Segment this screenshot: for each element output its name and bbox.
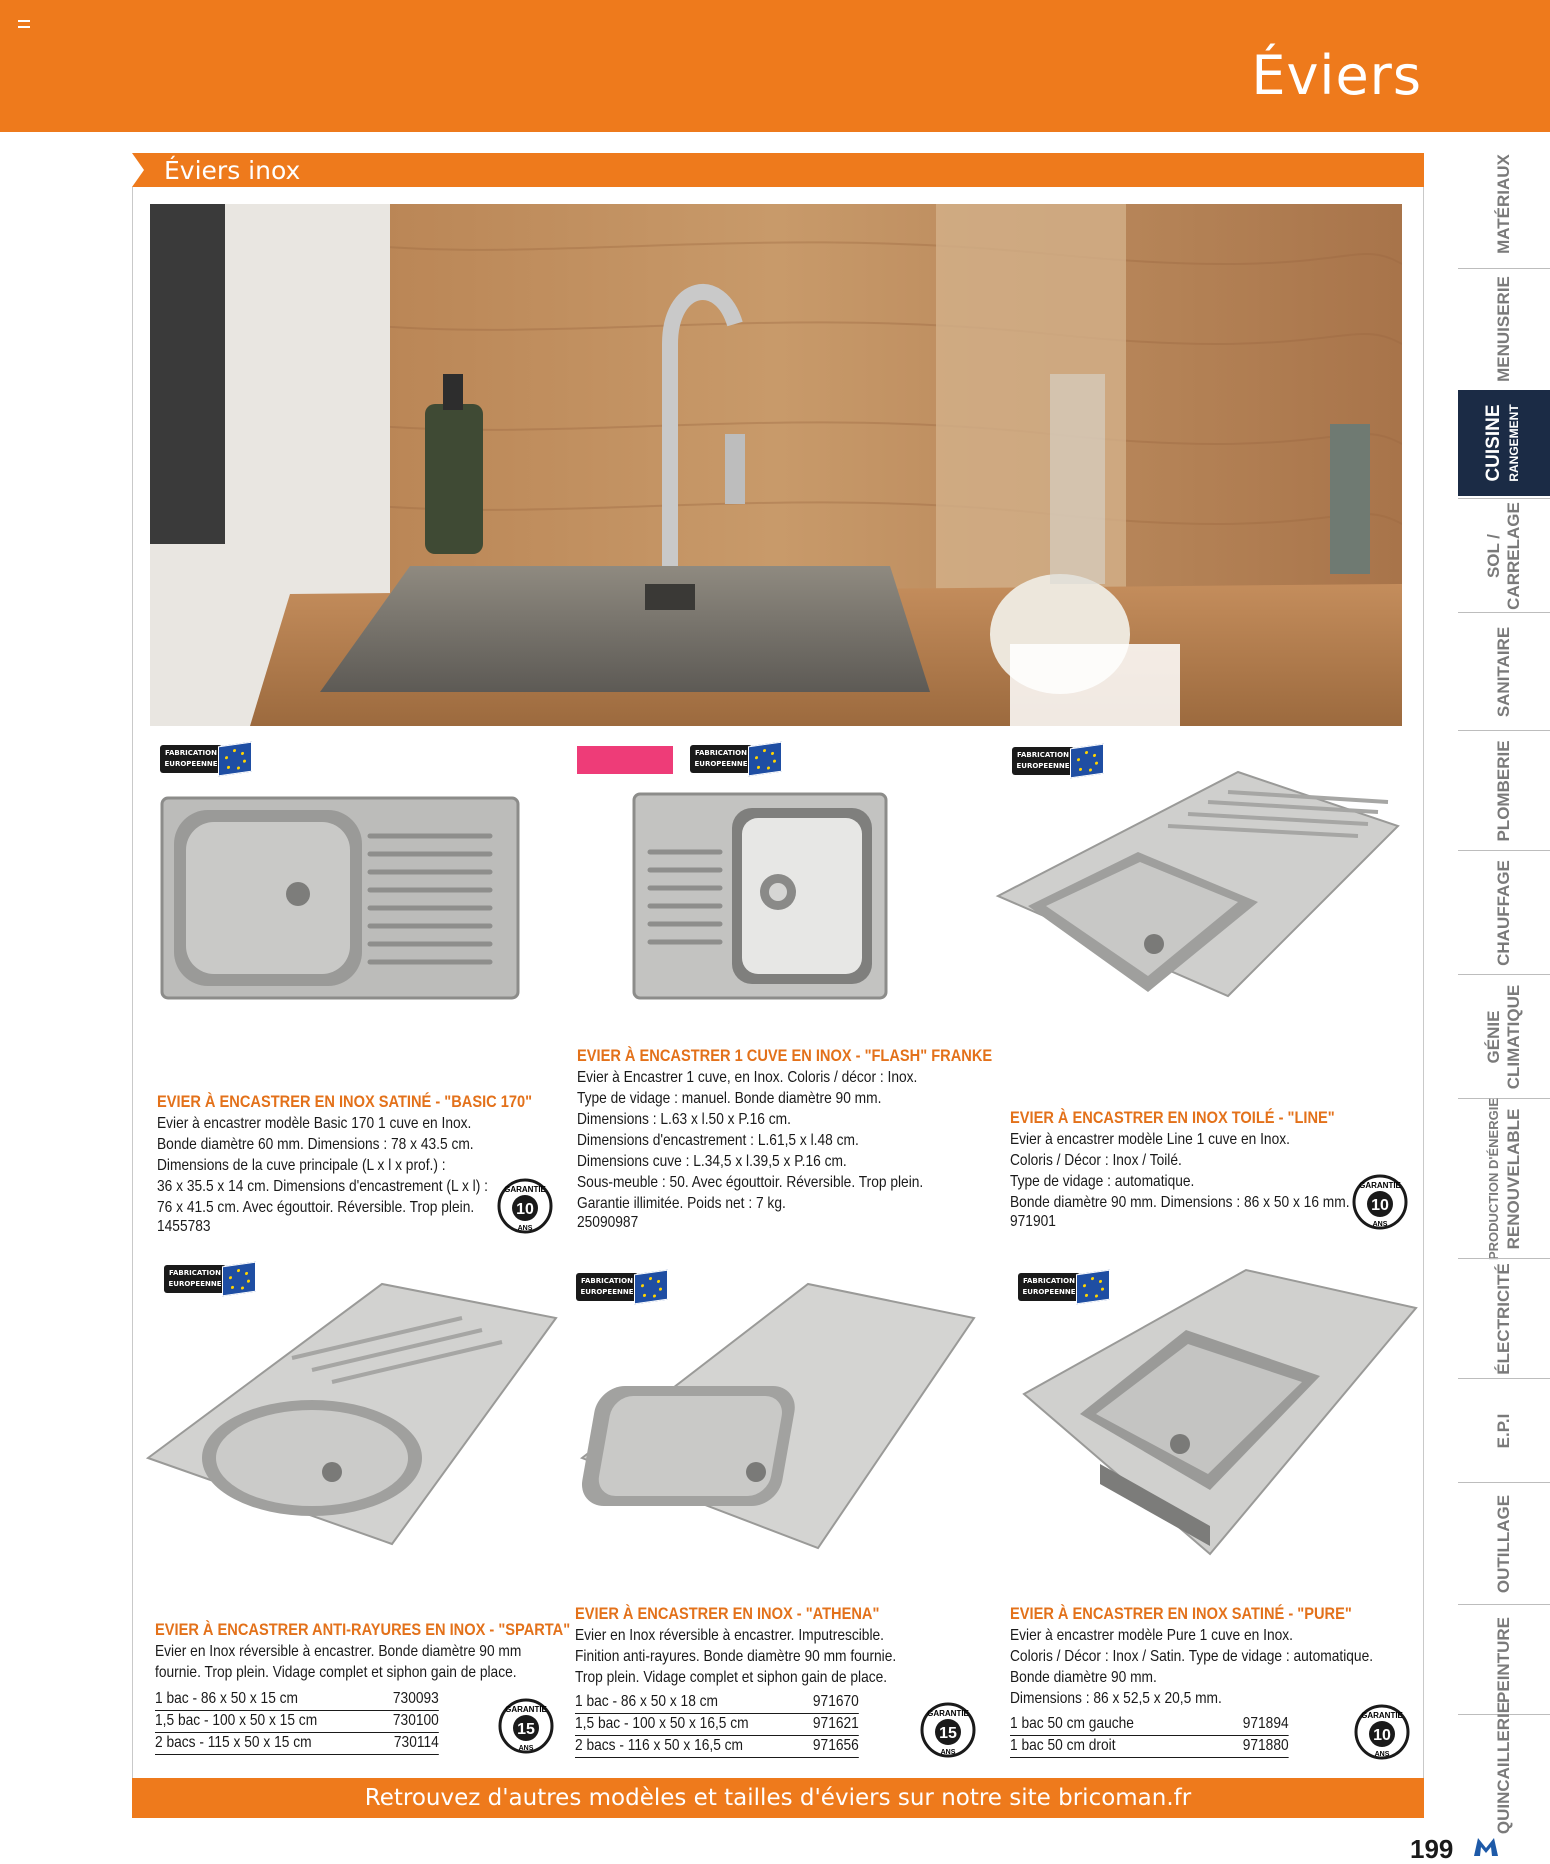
sidebar-item-plomberie[interactable] [1458, 730, 1550, 850]
variant-label: 1,5 bac - 100 x 50 x 16,5 cm [575, 1715, 749, 1732]
variant-ref: 730114 [393, 1734, 439, 1751]
sidebar-item-label: PRODUCTION D'ÉNERGIE [1486, 1097, 1501, 1260]
product-title: EVIER À ENCASTRER EN INOX SATINÉ - "BASIC 170" [157, 1092, 533, 1111]
product-description: Evier en Inox réversible à encastrer. Imputrescible. Finition anti-rayures. Bonde diamètre 90 mm fournie. Trop plein. Vidage complet et siphon gain de place. [575, 1627, 897, 1686]
product-title: EVIER À ENCASTRER EN INOX TOILÉ - "LINE" [1010, 1108, 1335, 1127]
sidebar-item-outillage[interactable] [1458, 1482, 1550, 1604]
variant-row [155, 1689, 439, 1711]
product-image-line [988, 766, 1406, 1044]
product-reference: 971901 [1010, 1213, 1056, 1230]
guarantee-years: 15 [939, 1725, 957, 1742]
guarantee-unit: ANS [518, 1745, 534, 1752]
sidebar-item-epi[interactable] [1458, 1378, 1550, 1482]
section-chevron-icon [132, 153, 144, 187]
variant-row [575, 1714, 859, 1736]
guarantee-unit: ANS [940, 1749, 956, 1756]
sidebar-item-sublabel: CARRELAGE [1504, 501, 1523, 610]
product-title: EVIER À ENCASTRER EN INOX SATINÉ - "PURE" [1010, 1604, 1352, 1623]
guarantee-label: GARANTIE [1359, 1181, 1401, 1190]
eu-fabrication-badge [690, 744, 790, 774]
guarantee-years: 10 [1373, 1727, 1391, 1744]
sidebar-item-label: MATÉRIAUX [1494, 154, 1513, 254]
sidebar-item-label: GÉNIE [1484, 1010, 1503, 1063]
guarantee-seal-icon [1354, 1704, 1410, 1760]
guarantee-seal-icon [920, 1702, 976, 1758]
badge-text: FABRICATION EUROPEENNE [168, 1269, 222, 1288]
page-title: Éviers [1251, 44, 1422, 107]
variant-row [155, 1733, 439, 1755]
sidebar-item-label: SANITAIRE [1494, 626, 1513, 717]
sidebar-item-sublabel: RANGEMENT [1507, 404, 1521, 482]
badge-text: FABRICATION EUROPEENNE [1016, 751, 1070, 770]
sidebar-item-genie-climatique[interactable] [1458, 974, 1550, 1098]
header-band [0, 0, 1550, 132]
variant-row [1010, 1714, 1289, 1736]
variant-ref: 971880 [1242, 1737, 1289, 1754]
variants-table [155, 1689, 439, 1755]
variant-label: 1 bac 50 cm gauche [1010, 1715, 1134, 1732]
section-header [132, 153, 1424, 187]
hero-kitchen-photo [150, 204, 1402, 726]
variants-table [1010, 1714, 1289, 1758]
guarantee-seal-icon [498, 1698, 554, 1754]
guarantee-label: GARANTIE [1361, 1711, 1403, 1720]
product-description: Evier à encastrer modèle Basic 170 1 cuve en Inox. Bonde diamètre 60 mm. Dimensions : 78 x 43.5 cm. Dimensions de la cuve principale (L x l x prof.) : 36 x 35.5 x 14 cm. Dimensions d'encastrement (L x l) : 76 x 41.5 cm. Avec égouttoir. Réversible. Trop plein. [157, 1115, 488, 1216]
variant-label: 1 bac 50 cm droit [1010, 1737, 1116, 1754]
sidebar-item-materiaux[interactable] [1458, 140, 1550, 268]
sidebar-item-electricite[interactable] [1458, 1258, 1550, 1378]
guarantee-seal-icon [1352, 1174, 1408, 1230]
guarantee-label: GARANTIE [505, 1705, 547, 1714]
variant-row [575, 1736, 859, 1758]
product-reference: 25090987 [577, 1214, 639, 1231]
badge-text: FABRICATION EUROPEENNE [1022, 1277, 1076, 1296]
sidebar-item-menuiserie[interactable] [1458, 268, 1550, 388]
variant-ref: 971656 [812, 1737, 859, 1754]
variant-label: 1 bac - 86 x 50 x 15 cm [155, 1690, 299, 1707]
sidebar-item-sol-carrelage[interactable] [1458, 498, 1550, 612]
variant-label: 2 bacs - 115 x 50 x 15 cm [155, 1734, 312, 1751]
variant-ref: 730100 [392, 1712, 439, 1729]
product-image-flash-franke [632, 792, 888, 1000]
eu-flag-icon [748, 742, 782, 777]
product-reference: 1455783 [157, 1218, 211, 1235]
product-title: EVIER À ENCASTRER EN INOX - "ATHENA" [575, 1604, 880, 1623]
product-title: EVIER À ENCASTRER 1 CUVE EN INOX - "FLASH" FRANKE [577, 1046, 993, 1065]
product-image-sparta [142, 1278, 560, 1548]
sidebar-item-label: QUINCAILLERIE [1494, 1701, 1513, 1834]
sidebar-item-sublabel: CLIMATIQUE [1504, 984, 1523, 1089]
variants-table [575, 1692, 859, 1758]
sidebar-item-label: PLOMBERIE [1494, 739, 1513, 842]
sidebar-item-label: E.P.I [1494, 1413, 1513, 1448]
sidebar-item-quincaillerie[interactable] [1458, 1701, 1550, 1834]
product-description: Evier à Encastrer 1 cuve, en Inox. Coloris / décor : Inox. Type de vidage : manuel. Bonde diamètre 90 mm. Dimensions : L.63 x l.50 x P.16 cm. Dimensions d'encastrement : L.61,5 x l.48 cm. Dimensions cuve : L.34,5 x l.39,5 x P.16 cm. Sous-meuble : 50. Avec égouttoir. Réversible. Trop plein. Garantie illimitée. Poids net : 7 kg. [577, 1069, 924, 1212]
sidebar-item-sublabel: RENOUVELABLE [1504, 1108, 1523, 1249]
variant-ref: 730093 [392, 1690, 439, 1707]
promo-sticker [577, 746, 673, 774]
product-image-pure [1020, 1264, 1420, 1560]
eu-flag-icon [218, 742, 252, 777]
variant-ref: 971670 [812, 1693, 859, 1710]
badge-text: FABRICATION EUROPEENNE [164, 749, 218, 768]
guarantee-unit: ANS [1374, 1751, 1390, 1758]
sidebar-item-label: CHAUFFAGE [1494, 859, 1513, 966]
product-image-basic-170 [160, 796, 520, 1000]
guarantee-unit: ANS [517, 1225, 533, 1232]
sidebar-item-sanitaire[interactable] [1458, 612, 1550, 730]
variant-label: 1 bac - 86 x 50 x 18 cm [575, 1693, 719, 1710]
footer-text[interactable]: Retrouvez d'autres modèles et tailles d'éviers sur notre site bricoman.fr [364, 1785, 1192, 1811]
sidebar-item-label: PEINTURE [1494, 1616, 1513, 1703]
sidebar-item-chauffage[interactable] [1458, 850, 1550, 974]
eu-fabrication-badge [160, 744, 260, 774]
sidebar-item-label: SOL / [1484, 533, 1503, 578]
sidebar-item-label: OUTILLAGE [1494, 1494, 1513, 1593]
product-description: Evier à encastrer modèle Line 1 cuve en Inox. Coloris / Décor : Inox / Toilé. Type de vidage : automatique. Bonde diamètre 90 mm. Dimensions : 86 x 50 x 16 mm. [1010, 1131, 1350, 1211]
variant-label: 2 bacs - 116 x 50 x 16,5 cm [575, 1737, 744, 1754]
variant-ref: 971621 [812, 1715, 859, 1732]
variant-row [575, 1692, 859, 1714]
brand-logo-icon [1472, 1836, 1500, 1858]
sidebar-item-label: CUISINE [1483, 404, 1504, 482]
variant-row [155, 1711, 439, 1733]
guarantee-label: GARANTIE [504, 1185, 546, 1194]
sidebar-item-peinture[interactable] [1458, 1604, 1550, 1714]
page-number: 199 [1410, 1834, 1454, 1864]
variant-label: 1,5 bac - 100 x 50 x 15 cm [155, 1712, 318, 1729]
footer-banner [132, 1778, 1424, 1818]
variant-ref: 971894 [1242, 1715, 1289, 1732]
badge-text: FABRICATION EUROPEENNE [694, 749, 748, 768]
product-description: Evier en Inox réversible à encastrer. Bonde diamètre 90 mm fournie. Trop plein. Vidage complet et siphon gain de place. [155, 1643, 522, 1681]
product-image-athena [578, 1278, 978, 1554]
sidebar-item-energie-renouvelable[interactable] [1458, 1098, 1550, 1258]
guarantee-years: 10 [516, 1201, 534, 1218]
guarantee-seal-icon [497, 1178, 553, 1234]
sidebar-item-cuisine[interactable] [1458, 390, 1550, 496]
guarantee-years: 10 [1371, 1197, 1389, 1214]
sidebar-item-label: MENUISERIE [1494, 275, 1513, 382]
guarantee-unit: ANS [1372, 1221, 1388, 1228]
variant-row [1010, 1736, 1289, 1758]
menu-icon[interactable] [18, 20, 30, 28]
category-sidebar [1458, 140, 1550, 1834]
product-description: Evier à encastrer modèle Pure 1 cuve en Inox. Coloris / Décor : Inox / Satin. Type de vidage : automatique. Bonde diamètre 90 mm. Dimensions : 86 x 52,5 x 20,5 mm. [1010, 1627, 1374, 1707]
section-title: Éviers inox [164, 156, 301, 185]
guarantee-label: GARANTIE [927, 1709, 969, 1718]
guarantee-years: 15 [517, 1721, 535, 1738]
badge-text: FABRICATION EUROPEENNE [580, 1277, 634, 1296]
product-title: EVIER À ENCASTRER ANTI-RAYURES EN INOX - "SPARTA" [155, 1620, 571, 1639]
sidebar-item-label: ÉLECTRICITÉ [1494, 1262, 1513, 1375]
